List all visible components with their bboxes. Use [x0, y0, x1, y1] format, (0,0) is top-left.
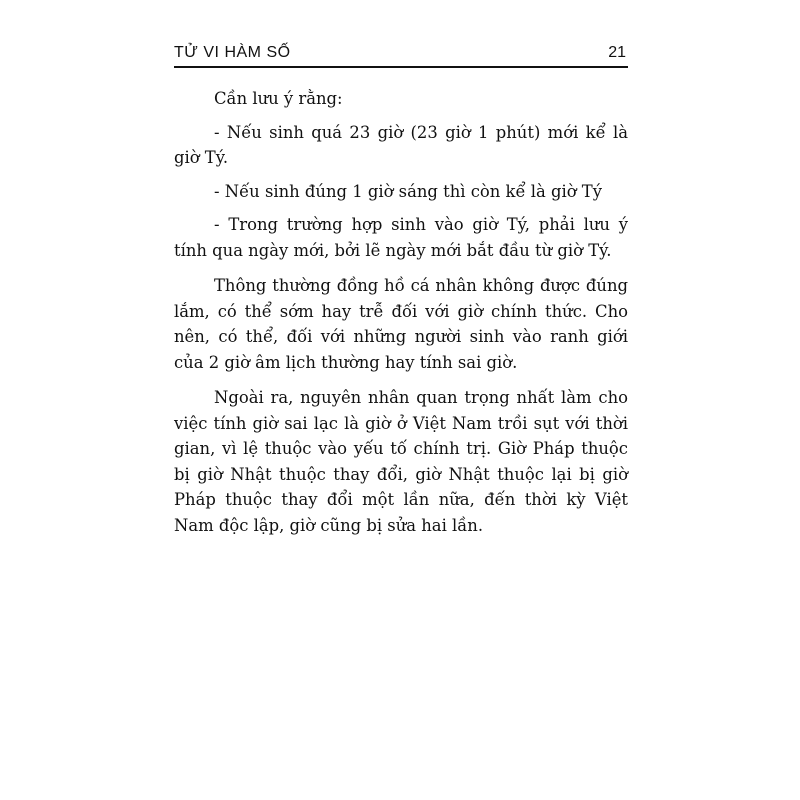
header-divider: [174, 66, 628, 68]
running-title: TỬ VI HÀM SỐ: [174, 44, 291, 61]
paragraph-time-changes: Ngoài ra, nguyên nhân quan trọng nhất làm cho việc tính giờ sai lạc là giờ ở Việt Nam trồi sụt với thời gian, vì lệ thuộc vào yếu tố chính trị. Giờ Pháp thuộc bị giờ Nhật thuộc thay đổi, giờ Nhật thuộc lại bị giờ Pháp thuộc thay đổi một lần nữa, đến thời kỳ Việt Nam độc lập, giờ cũng bị sửa hai lần.: [174, 388, 628, 535]
paragraph-clock-accuracy: Thông thường đồng hồ cá nhân không được đúng lắm, có thể sớm hay trễ đối với giờ chính thức. Cho nên, có thể, đối với những người sinh vào ranh giới của 2 giờ âm lịch thường hay tính sai giờ.: [174, 276, 628, 372]
paragraph-note-3: - Trong trường hợp sinh vào giờ Tý, phải lưu ý tính qua ngày mới, bởi lẽ ngày mới bắt đầu từ giờ Tý.: [174, 215, 628, 260]
page-header: [174, 40, 628, 70]
paragraph-note-2: - Nếu sinh đúng 1 giờ sáng thì còn kể là giờ Tý: [214, 181, 602, 201]
paragraph-note-intro: Cần lưu ý rằng:: [214, 89, 343, 108]
page-number: 21: [608, 44, 626, 61]
paragraph-note-1: - Nếu sinh quá 23 giờ (23 giờ 1 phút) mới kể là giờ Tý.: [174, 122, 628, 167]
page-body: [174, 86, 628, 548]
